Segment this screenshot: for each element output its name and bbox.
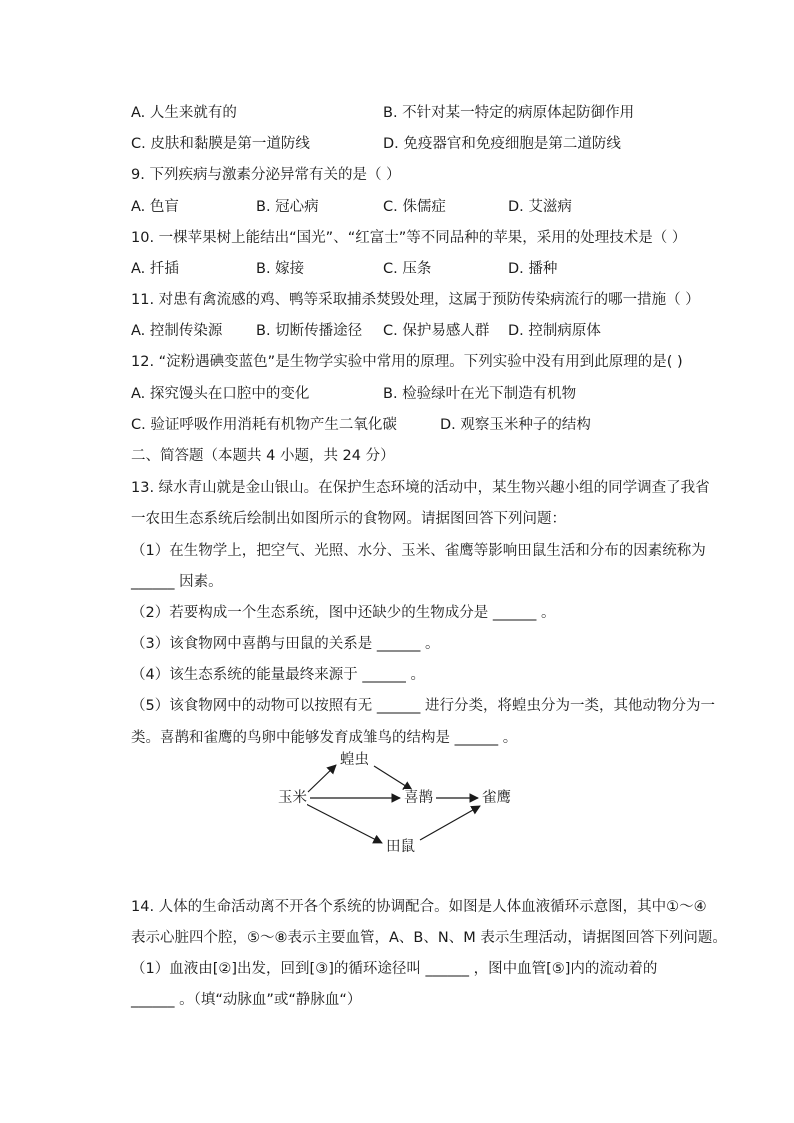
q11-option-c: C. 保护易感人群 bbox=[383, 323, 490, 339]
q9-option-b: B. 冠心病 bbox=[256, 199, 319, 215]
arrow-corn-to-vole bbox=[306, 804, 382, 843]
q14-part1-line2: ______ 。（填“动脉血”或“静脉血“） bbox=[131, 992, 362, 1008]
node-hawk: 雀鹰 bbox=[482, 790, 511, 806]
q12-stem: 12. “淀粉遇碘变蓝色”是生物学实验中常用的原理。下列实验中没有用到此原理的是( ) bbox=[131, 354, 683, 370]
q11-option-d: D. 控制病原体 bbox=[508, 323, 601, 339]
q10-option-d: D. 播种 bbox=[508, 261, 558, 277]
q13-part1-line1: （1）在生物学上，把空气、光照、水分、玉米、雀鹰等影响田鼠生活和分布的因素统称为 bbox=[131, 543, 706, 559]
node-corn: 玉米 bbox=[278, 790, 307, 806]
arrow-corn-to-locust bbox=[308, 765, 336, 792]
q9-stem: 9. 下列疾病与激素分泌异常有关的是（ ） bbox=[131, 167, 401, 183]
node-vole: 田鼠 bbox=[386, 839, 415, 855]
q8-option-b: B. 不针对某一特定的病原体起防御作用 bbox=[383, 105, 635, 121]
q10-stem: 10. 一棵苹果树上能结出“国光”、“红富士”等不同品种的苹果，采用的处理技术是（ ） bbox=[131, 230, 687, 246]
q12-option-a: A. 探究馒头在口腔中的变化 bbox=[131, 386, 310, 402]
q13-part2: （2）若要构成一个生态系统，图中还缺少的生物成分是 ______ 。 bbox=[131, 605, 556, 621]
q9-option-c: C. 侏儒症 bbox=[383, 199, 446, 215]
q13-part5-line1: （5）该食物网中的动物可以按照有无 ______ 进行分类，将蝗虫分为一类，其他动物分为一 bbox=[131, 698, 715, 714]
q10-option-c: C. 压条 bbox=[383, 261, 432, 277]
q11-stem: 11. 对患有禽流感的鸡、鸭等采取捕杀焚毁处理，这属于预防传染病流行的哪一措施（ ） bbox=[131, 292, 700, 308]
q13-stem-line1: 13. 绿水青山就是金山银山。在保护生态环境的活动中，某生物兴趣小组的同学调查了我省 bbox=[131, 480, 710, 496]
q14-stem-line1: 14. 人体的生命活动离不开各个系统的协调配合。如图是人体血液循环示意图，其中①～④ bbox=[131, 899, 707, 915]
q13-part3: （3）该食物网中喜鹊与田鼠的关系是 ______ 。 bbox=[131, 636, 440, 652]
arrow-vole-to-hawk bbox=[420, 806, 480, 840]
q8-option-a: A. 人生来就有的 bbox=[131, 105, 237, 121]
q8-option-d: D. 免疫器官和免疫细胞是第二道防线 bbox=[383, 136, 621, 152]
q13-part5-line2: 类。喜鹊和雀鹰的鸟卵中能够发育成雏鸟的结构是 ______ 。 bbox=[131, 730, 518, 746]
q14-part1-line1: （1）血液由[②]出发，回到[③]的循环途径叫 ______ ，图中血管[⑤]内的流动着的 bbox=[131, 961, 658, 977]
q11-option-a: A. 控制传染源 bbox=[131, 323, 223, 339]
q10-option-b: B. 嫁接 bbox=[256, 261, 305, 277]
q11-option-b: B. 切断传播途径 bbox=[256, 323, 363, 339]
section-heading: 二、简答题（本题共 4 小题，共 24 分） bbox=[131, 448, 395, 464]
q14-stem-line2: 表示心脏四个腔，⑤～⑧表示主要血管，A、B、N、M 表示生理活动，请据图回答下列问题。 bbox=[131, 930, 727, 946]
q12-option-b: B. 检验绿叶在光下制造有机物 bbox=[383, 386, 577, 402]
q9-option-a: A. 色盲 bbox=[131, 199, 179, 215]
q10-option-a: A. 扦插 bbox=[131, 261, 179, 277]
q12-option-d: D. 观察玉米种子的结构 bbox=[440, 417, 591, 433]
node-magpie: 喜鹊 bbox=[404, 790, 433, 806]
q13-part1-line2: ______ 因素。 bbox=[131, 574, 223, 590]
q13-part4: （4）该生态系统的能量最终来源于 ______ 。 bbox=[131, 667, 425, 683]
q12-option-c: C. 验证呼吸作用消耗有机物产生二氧化碳 bbox=[131, 417, 397, 433]
q8-option-c: C. 皮肤和黏膜是第一道防线 bbox=[131, 136, 310, 152]
node-locust: 蝗虫 bbox=[340, 752, 369, 768]
q9-option-d: D. 艾滋病 bbox=[508, 199, 572, 215]
arrow-locust-to-magpie bbox=[374, 766, 412, 790]
q13-stem-line2: 一农田生态系统后绘制出如图所示的食物网。请据图回答下列问题： bbox=[131, 511, 566, 527]
food-web-diagram bbox=[270, 748, 530, 868]
